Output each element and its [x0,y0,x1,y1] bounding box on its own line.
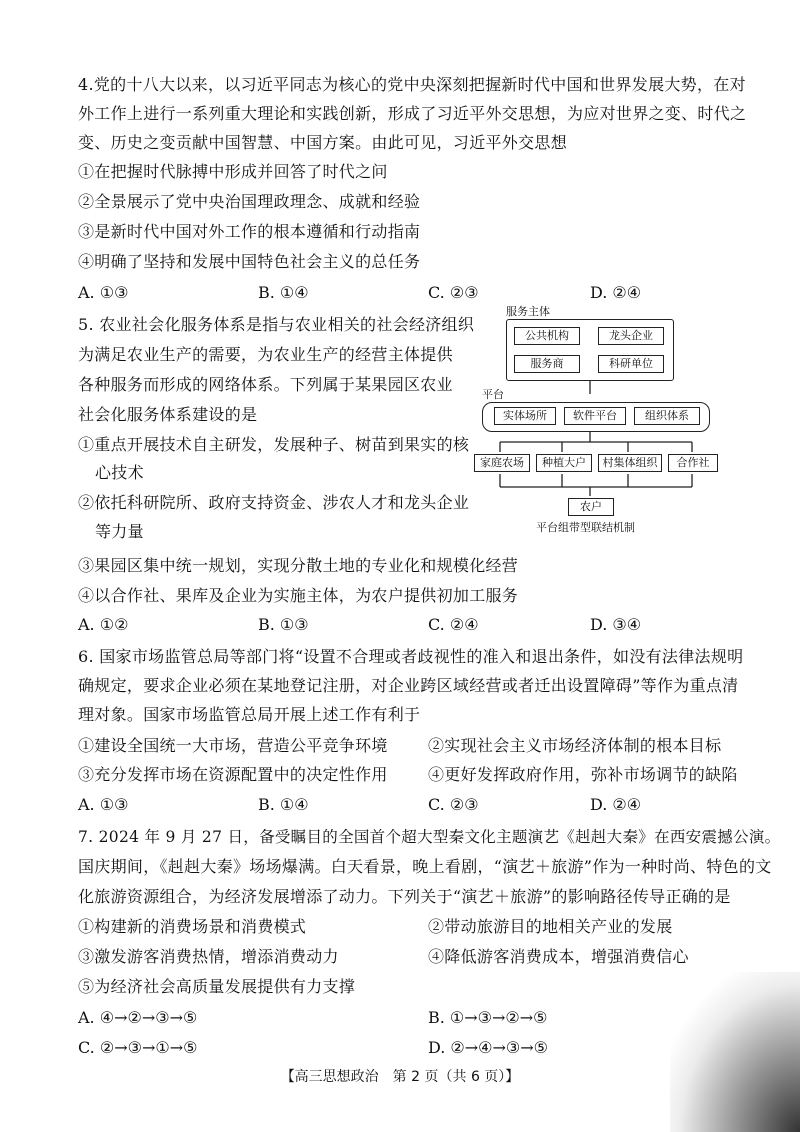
q5-item-1: ①重点开展技术自主研发，发展种子、树苗到果实的核 [78,435,470,454]
q6-item-4: ④更好发挥政府作用，弥补市场调节的缺陷 [428,765,738,784]
platform-box-physical-site: 实体场所 [494,407,556,425]
service-box-service-provider: 服务商 [514,355,580,373]
q4-stem-line-1: 4.党的十八大以来，以习近平同志为核心的党中央深刻把握新时代中国和世界发展大势，在对 [78,75,746,94]
q5-item-3: ③果园区集中统一规划，实现分散土地的专业化和规模化经营 [78,556,519,575]
service-subject-label: 服务主体 [506,305,550,318]
q7-item-3: ③激发游客消费热情，增添消费动力 [78,947,339,966]
q5-stem-line-4: 社会化服务体系建设的是 [78,405,258,424]
q7-option-d: D. ②→④→③→⑤ [428,1038,549,1057]
q7-item-4: ④降低游客消费成本，增强消费信心 [428,947,689,966]
q7-item-1: ①构建新的消费场景和消费模式 [78,917,307,936]
platform-box-software: 软件平台 [564,407,626,425]
q7-option-b: B. ①→③→②→⑤ [428,1008,548,1027]
q4-option-a: A. ①③ [78,283,129,302]
page-footer: 【高三思想政治 第 2 页（共 6 页）】 [280,1069,520,1085]
q6-item-1: ①建设全国统一大市场，营造公平竞争环境 [78,736,388,755]
platform-box-organization: 组织体系 [634,407,700,425]
q6-stem-line-3: 理对象。国家市场监管总局开展上述工作有利于 [78,705,421,724]
q5-option-d: D. ③④ [590,615,642,634]
q5-linkage-diagram [470,302,720,538]
q5-item-2: ②依托科研院所、政府支持资金、涉农人才和龙头企业 [78,493,470,512]
q5-item-4: ④以合作社、果库及企业为实施主体，为农户提供初加工服务 [78,586,519,605]
q7-stem-line-3: 化旅游资源组合，为经济发展增添了动力。下列关于“演艺＋旅游”的影响路径传导正确的是 [78,887,731,906]
q6-option-c: C. ②③ [428,795,479,814]
q6-stem-line-1: 6. 国家市场监管总局等部门将“设置不合理或者歧视性的准入和退出条件，如没有法律法规明 [78,647,744,666]
q5-item-1-cont: 心技术 [95,463,144,482]
q7-option-c: C. ②→③→①→⑤ [78,1038,198,1057]
diagram-caption: 平台组带型联结机制 [536,521,635,534]
q5-option-a: A. ①② [78,615,129,634]
actor-box-family-farm: 家庭农场 [474,454,530,472]
q4-item-1: ①在把握时代脉搏中形成并回答了时代之问 [78,162,388,181]
actor-box-large-grower: 种植大户 [536,454,592,472]
q7-stem-line-2: 国庆期间，《赳赳大秦》场场爆满。白天看景，晚上看剧，“演艺＋旅游”作为一种时尚、特色的文 [78,857,772,876]
q6-option-a: A. ①③ [78,795,129,814]
q6-item-3: ③充分发挥市场在资源配置中的决定性作用 [78,765,388,784]
q5-stem-line-3: 各种服务而形成的网络体系。下列属于某果园区农业 [78,375,453,394]
service-box-research-unit: 科研单位 [598,355,664,373]
q7-item-5: ⑤为经济社会高质量发展提供有力支撑 [78,977,356,996]
service-box-public-institution: 公共机构 [514,327,580,345]
q4-stem-line-3: 变、历史之变贡献中国智慧、中国方案。由此可见，习近平外交思想 [78,133,568,152]
q7-option-a: A. ④→②→③→⑤ [78,1008,198,1027]
actor-box-cooperative: 合作社 [668,454,718,472]
q4-option-d: D. ②④ [590,283,642,302]
farmer-box: 农户 [568,498,614,516]
q4-option-b: B. ①④ [258,283,309,302]
actor-box-village-collective: 村集体组织 [598,454,662,472]
q4-item-4: ④明确了坚持和发展中国特色社会主义的总任务 [78,252,421,271]
q5-option-b: B. ①③ [258,615,309,634]
q5-stem-line-1: 5. 农业社会化服务体系是指与农业相关的社会经济组织 [78,315,475,334]
q5-stem-line-2: 为满足农业生产的需要，为农业生产的经营主体提供 [78,345,453,364]
q6-stem-line-2: 确规定，要求企业必须在某地登记注册，对企业跨区域经营或者迁出设置障碍”等作为重点清 [78,676,739,695]
q5-item-2-cont: 等力量 [95,522,144,541]
q6-option-b: B. ①④ [258,795,309,814]
q7-stem-line-1: 7. 2024 年 9 月 27 日，备受瞩目的全国首个超大型秦文化主题演艺《赳赳大秦》在西安震撼公演。 [78,828,781,846]
q4-stem-line-2: 外工作上进行一系列重大理论和实践创新，形成了习近平外交思想，为应对世界之变、时代之 [78,104,747,123]
scan-shadow [670,972,800,1132]
q5-option-c: C. ②④ [428,615,479,634]
q4-option-c: C. ②③ [428,283,479,302]
q6-item-2: ②实现社会主义市场经济体制的根本目标 [428,736,722,755]
q7-item-2: ②带动旅游目的地相关产业的发展 [428,917,673,936]
q4-item-2: ②全景展示了党中央治国理政理念、成就和经验 [78,192,421,211]
service-box-leading-enterprise: 龙头企业 [598,327,664,345]
q4-item-3: ③是新时代中国对外工作的根本遵循和行动指南 [78,222,421,241]
platform-label: 平台 [482,388,504,401]
q6-option-d: D. ②④ [590,795,642,814]
